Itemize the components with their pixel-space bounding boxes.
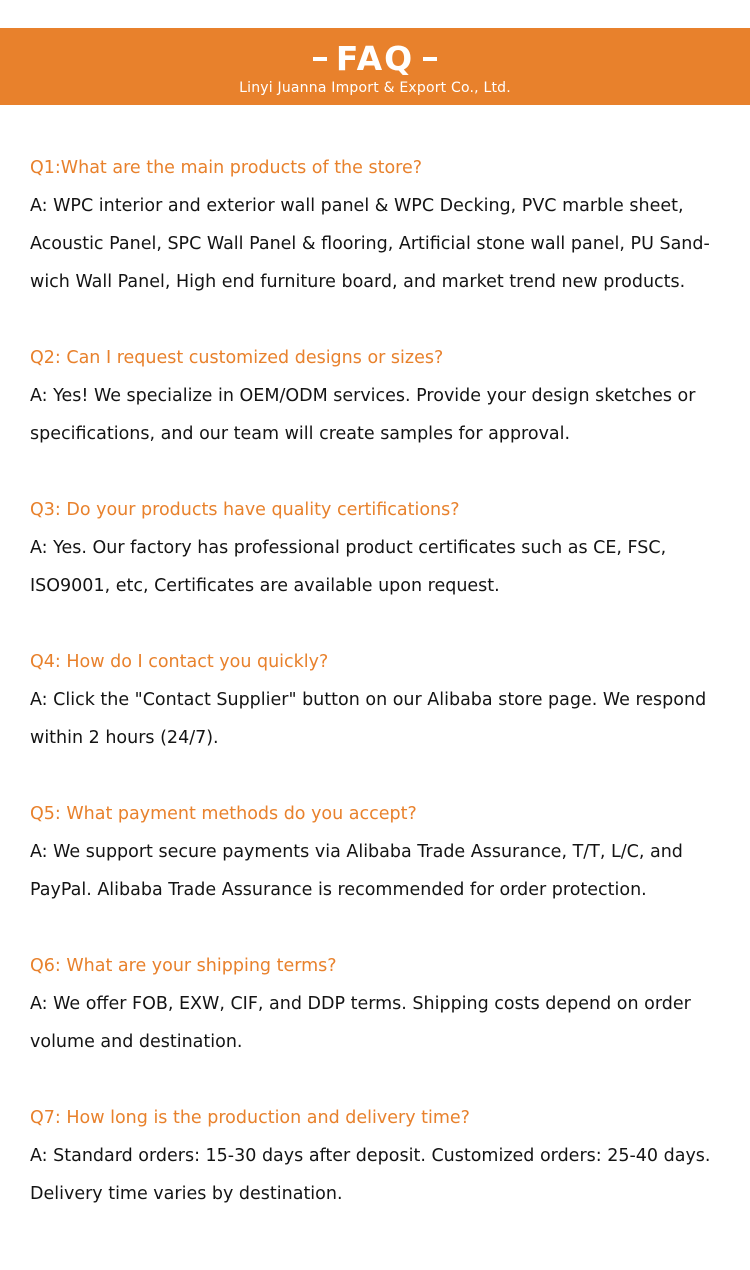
faq-answer: A: We offer FOB, EXW, CIF, and DDP terms. Shipping costs depend on order volume and destination. <box>30 994 691 1052</box>
faq-answer: A: We support secure payments via Alibaba Trade Assurance, T/T, L/C, and PayPal. Alibaba Trade Assurance is recommended for order protection. <box>30 842 683 900</box>
faq-item-q5 <box>30 795 742 909</box>
faq-question: Q6: What are your shipping terms? <box>30 956 337 976</box>
page-title: FAQ <box>335 39 415 78</box>
faq-question: Q5: What payment methods do you accept? <box>30 804 417 824</box>
faq-answer: A: Standard orders: 15-30 days after deposit. Customized orders: 25-40 days. Delivery time varies by destination. <box>30 1146 711 1204</box>
faq-answer: A: Yes. Our factory has professional product certificates such as CE, FSC, ISO9001, etc, Certificates are available upon request. <box>30 538 667 596</box>
faq-question: Q2: Can I request customized designs or sizes? <box>30 348 444 368</box>
faq-item-q4 <box>30 643 742 757</box>
faq-item-q7 <box>30 1099 742 1213</box>
faq-question: Q7: How long is the production and delivery time? <box>30 1108 470 1128</box>
company-name: Linyi Juanna Import & Export Co., Ltd. <box>239 80 511 96</box>
faq-question: Q1:What are the main products of the store? <box>30 158 423 178</box>
faq-item-q2 <box>30 339 742 453</box>
faq-answer: A: Click the "Contact Supplier" button on our Alibaba store page. We respond within 2 hours (24/7). <box>30 690 707 748</box>
decorative-dash-right <box>423 57 437 61</box>
decorative-dash-left <box>313 57 327 61</box>
faq-header-banner <box>0 28 750 105</box>
faq-item-q1 <box>30 149 742 301</box>
faq-question: Q3: Do your products have quality certifications? <box>30 500 460 520</box>
faq-list <box>30 149 742 1251</box>
faq-answer: A: Yes! We specialize in OEM/ODM services. Provide your design sketches or specifications, and our team will create samples for approval. <box>30 386 696 444</box>
faq-answer: A: WPC interior and exterior wall panel & WPC Decking, PVC marble sheet, Acoustic Panel, SPC Wall Panel & flooring, Artificial stone wall panel, PU Sand-wich Wall Panel, High end furniture board, and market trend new products. <box>30 196 710 292</box>
faq-heading <box>0 40 750 78</box>
faq-item-q3 <box>30 491 742 605</box>
faq-question: Q4: How do I contact you quickly? <box>30 652 329 672</box>
faq-item-q6 <box>30 947 742 1061</box>
